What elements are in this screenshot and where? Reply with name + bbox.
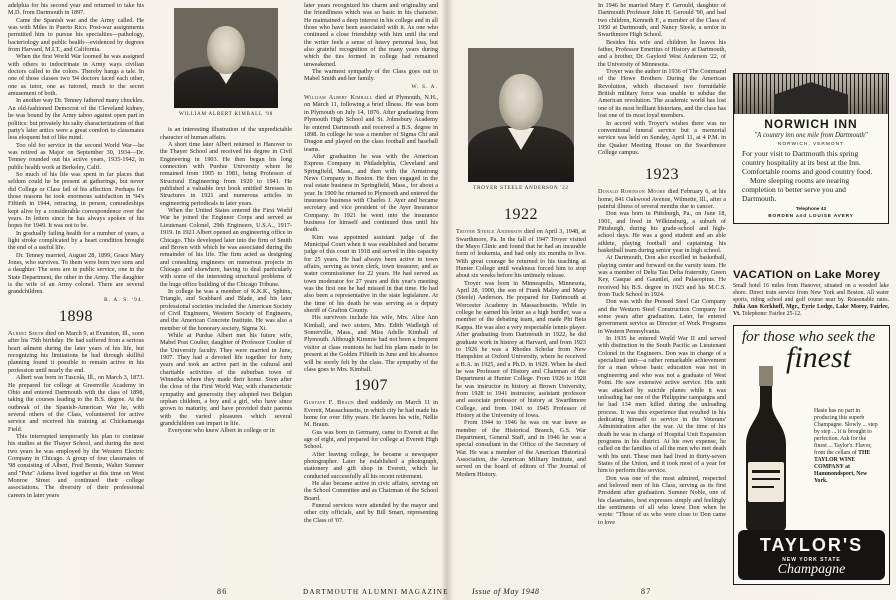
taylor-logo-name: TAYLOR'S [759, 535, 864, 555]
obituary-smith-text [8, 374, 144, 499]
obituary-braun-lead: Gustave F. Braun died suddenly on March 11 in Everett, Massachusetts, in which city he had made his home for over fifty years. He leaves his wife, Nellie M. Braun. [304, 399, 438, 429]
paragraph: Don was one of the most admired, respected and beloved men of his Class, serving as its first President after graduation. Sumner Noble, one of his classmates, best expresses simply and feelingly the sentiments of all who knew Don when he wrote: "Those of us who were close to Don came to love [598, 474, 726, 526]
norwich-inn-body-1: For your visit to Dartmouth this spring country hospitality at its best at the Inn. Comfortable rooms and good country food. [742, 149, 873, 176]
issue-date: Issue of May 1948 [472, 587, 540, 596]
taylor-champagne-ad [733, 325, 890, 585]
paragraph: Came the Spanish war and the Army called. He was with Miles in Puerto Rico. Post-war assignments permitted him to pursue his specialties—pathology, bacteriology and public health—evidenced by degrees from Harvard, M.I.T., and California. [8, 16, 144, 54]
photo-caption-kimball: WILLIAM ALBERT KIMBALL '98 [178, 112, 274, 117]
norwich-inn-managers: BORDEN and LOUISE AVERY [768, 214, 854, 219]
obituary-braun-text [304, 429, 438, 524]
right-column-1 [456, 2, 586, 584]
inn-illustration [734, 74, 888, 114]
paragraph: The warmest sympathy of the Class goes out to Mabel Smith and her family. [304, 68, 438, 83]
taylor-logo-state: NEW YORK STATE [782, 557, 841, 563]
left-column-1 [8, 2, 144, 584]
obituary-anderson-continued [598, 2, 726, 156]
norwich-inn-telephone: Telephone 43 [795, 207, 827, 212]
paragraph: Besides his wife and children he leaves his father, Professor Emeritus of History at Dartmouth, and a brother, Dr. Gaylord West Anderson '22, of the University of Minnesota. [598, 38, 726, 68]
taylor-blurb: Haste has no part in producing this superb Champagne. Slowly ... step by step ... it is brought to perfection. Ask for the finest ... Taylor's. Flavor, from the cellars of THE TAYLOR WINE COMPANY at Hammondsport, New York. [814, 408, 878, 484]
paragraph: Don was with the Pressed Steel Car Company and the Western Steel Construction Company for some years after graduation. Later, he entered government service as Director of Work Programs in Western Pennsylvania. [598, 298, 726, 335]
taylor-logo [738, 530, 885, 580]
paragraph: From 1944 to 1946 he was on war leave as member of the Historical Branch, G.S. War Department, General Staff, and in 1946 he was a special consultant in the Office of the Secretary of War. He was a member of the American Historical Association, the American Military Institute, and served on the board of editors of The Journal of Modern History. [456, 419, 586, 478]
obituary-tenney-text [8, 2, 144, 296]
paragraph: In 1935 he entered World War II and served with distinction in the South Pacific as Lieutenant Colonel in the Engineers. Don was in charge of a specialized unit—a rather remarkable achievement for a man whose basic education was not in engineering and who was not a graduate of West Point. He saw extensive active service. His unit was attacked by suicide planes while it was unloading bar one of the Philippine campaigns and he had 134 men killed during the unloading process. It was this experience that resulted in his dedicating himself to service in the Veterans' Administration after the war. At the time of his death he was in charge of Hospital Unit Expansion programs in his district. At his own expense, he called on the families of all the men who met death with his unit. These men had lived in thirty-seven States of the Union, and it took most of a year for him to perform this service. [598, 335, 726, 475]
page-number-right: 87 [641, 587, 652, 596]
paragraph: His survivors include his wife, Mrs. Alice Ann Kimball, and two sisters, Mrs. Edith Wadleigh of Somerville, Mass., and Miss Adelle Kimball of Plymouth. Although Kimmie had not been a frequent visitor at class reunions he had his plans made to be present at the Golden Fiftieth in June and his absence will be sorely felt by the class. The sympathy of the class goes to Mrs. Kimball. [304, 314, 438, 373]
paragraph: Kim was appointed assistant judge of the Municipal Court when it was established and became judge of this court in 1918 and served in this capacity for 25 years. He had always been active in town affairs, serving as town clerk, town treasurer, and as water commissioner for 22 years. He had served as town moderator for 27 years and this year's meeting was the first one he had missed in that time. He had also been a representative in the state legislature. At the time of his death he was serving as a deputy sheriff of Grafton County. [304, 233, 438, 315]
paragraph: Funeral services were attended by the mayor and other city officials, and by Bill Smart, representing the Class of '07. [304, 502, 438, 524]
taylor-logo-product: Champagne [777, 562, 846, 577]
paragraph: After graduation he was with the American Express Company in Philadelphia, Cleveland and Springfield, Mass., and then with the Armstrong News Company in Boston. He then engaged in the real estate business in Springfield, Mass., for about a year. In 1900 he returned to Plymouth and entered the insurance business with Charles J. Ayer and became secretary and vice president of the Ayer Insurance Company. In 1921 he went into the insurance business for himself and continued thus until his death. [304, 152, 438, 234]
paragraph: Troyer was the author in 1936 of The Command of the Howe Brothers During the American Revolution, which discussed two formidable British military force was unable to subdue the American revolution. The academic world has lost one of its most brilliant historians, and the class has lost one of its most loyal members. [598, 68, 726, 120]
class-heading-1898: 1898 [59, 308, 93, 326]
paragraph: In gradually failing health for a number of years, a light stroke complicated by a heart condition brought the end of a useful life. [8, 229, 144, 252]
portrait-photo-anderson [468, 48, 574, 182]
paragraph: He also became active in civic affairs, serving on the School Committee and as Chairman of the School Board. [304, 479, 438, 502]
paragraph: is an interesting illustration of the unpredictable character of human affairs. [160, 126, 292, 141]
obituary-smith-continued [160, 126, 292, 434]
champagne-bottle-icon [740, 366, 792, 531]
paragraph: Dr. Tenney married, August 28, 1899, Grace Mary Jones, who survives. To them were born two sons and a daughter. The sons are in public service, one in the State Department, the other in the Army. The daughter is the wife of an Army colonel. There are several grandchildren. [8, 251, 144, 296]
paragraph: At Dartmouth, Don also excelled in basketball, playing center and forward on the varsity team. He was a member of Delta Tau Delta fraternity, Green Key, Casque and Gauntlet, and Palaeopitus. He received his B.S. degree in 1923 and his M.C.S. from Tuck School in 1924. [598, 254, 726, 299]
paragraph: When the United States entered the First World War he joined the Engineer Corps and served as Lieutenant Colonel, 29th Engineers, U.S.A., 1917-1919. In 1921 Albert opened an engineering office in Chicago. This developed later into the firm of Smith and Brown with which he was associated during the remainder of his life. The firm acted as designing and consulting engineers on numerous projects in Chicago and elsewhere, having to deal particularly with some of the interesting structural problems of the huge office building of the Chicago Tribune. [160, 207, 292, 288]
paragraph: In accord with Troyer's wishes there was no conventional funeral service but a memorial service was held on Sunday, April 11, at 4 P.M. in the Quaker Meeting House on the Swarthmore College campus. [598, 119, 726, 156]
class-heading-1922: 1922 [504, 206, 538, 224]
taylor-headline: for those who seek the finest [742, 329, 876, 374]
signature-wsa: W. S. A. [411, 83, 438, 90]
paragraph: So much of his life was spent in far places that seldom could he be present at gatherings, but never did College or Class fail of his affection. Perhaps for those reasons he took enormous satisfaction in '94's Fiftieth in 1944, retracing, in person, comradeships kept alive by a considerable correspondence over the years. In letters since he has always spoken of his hopes for 1949. It was not to be. [8, 170, 144, 230]
paragraph: This interrupted temporarily his plan to continue his studies at the Thayer School, and during the next two years he was employed by the Western Electric Company in Chicago. A group of four classmates of '98 consisting of Albert, Fred Bonnis, Walter Sumner and "Pete" Adams lived together at this time on West Monroe Street and continued their college associations. The diversity of their professional careers in later years [8, 432, 144, 499]
paragraph: Don was born in Pittsburgh, Pa., on June 18, 1901, and lived in Wilkinsburg, a suburb of Pittsburgh, during his grade-school and high-school days. He was a good student and an able athlete, playing football and captaining his basketball team during senior year in high school. [598, 210, 726, 254]
paragraph: Too old for service in the second World War—he was retired as Major on September 30, 1934—Dr. Tenney rounded out his active years, 1935-1942, in public health work at Berkeley, Calif. [8, 141, 144, 171]
paragraph: Gus was born in Germany, came to Everett at the age of eight, and prepared for college at Everett High School. [304, 428, 438, 451]
class-heading-1907: 1907 [354, 377, 388, 395]
paragraph: While at Purdue Albert met his future wife, Mabel Post Coulter, daughter of Professor Coulter of the University faculty. They were married in June, 1907. They had a devoted life together for forty years and took an active part in the cultural and charitable activities of the suburban town of Winnetka where they made their home. Soon after the close of the First World War, with characteristic sympathy and generosity they adopted two Belgian orphan children, a boy and a girl, who have since grown to maturity, and have provided their parents with the varied pleasures which several grandchildren can impart in life. [160, 331, 292, 428]
paragraph: later years recognized his charm and originality and the friendliness which was so basic in his character. He maintained a deep interest in his college and in all those who have been associated with it. As one who continued a close friendship with him until the end the writer feels a sense of heavy personal loss, but also grateful recognition of the many years during which the ties formed in college had remained unweakened. [304, 2, 438, 68]
obituary-kimball-text [304, 153, 438, 373]
norwich-inn-slogan: "A country inn one mile from Dartmouth" [754, 132, 868, 139]
norwich-inn-body-2: More sleeping rooms are nearing completion to better serve you and Dartmouth. [742, 176, 850, 203]
norwich-inn-title: NORWICH INN [764, 117, 858, 131]
obituary-name: Albert Smith [8, 330, 44, 338]
magazine-title: DARTMOUTH ALUMNI MAGAZINE [303, 588, 449, 596]
left-column-3 [304, 2, 438, 584]
portrait-photo-kimball [174, 8, 278, 108]
signature-bas: B. A. S. '94. [104, 296, 144, 303]
vacation-ad-title: VACATION on Lake Morey [733, 269, 881, 281]
class-heading-1923: 1923 [645, 166, 679, 184]
paragraph: A short time later Albert returned to Hanover to the Thayer School and received his degree in Civil Engineering in 1903. He then began his long connection with Purdue University where he remained from 1905 to 1981, being Professor of Structural Engineering from 1920 to 1941. He published a valuable text book entitled Stresses in Structures in 1921 and numerous articles in engineering periodicals in later years. [160, 141, 292, 207]
obituary-anderson-lead: Troyer Steele Anderson died on April 3, 1948, at Swarthmore, Pa. In the fall of 1947 Troyer visited the Mayo Clinic and found that he had an incurable form of leukemia, and had only six months to live. With great courage he returned to his teaching at Hunter College until weakness forced him to stop about six weeks before his untimely release. [456, 228, 586, 280]
paragraph: In college he was a member of K.K.K., Sphinx, Triangle, and Scabbard and Blade, and his later professional societies included the American Society of Civil Engineers, Western Society of Engineers, and the American Concrete Institute. He was also a member of the honorary society, Sigma Xi. [160, 287, 292, 332]
obituary-moore-text [598, 210, 726, 526]
paragraph: In another way Dr. Tenney fathered many chuckles. An old-fashioned Democrat of the Cleveland kidney, he was bound by the Army taboo against open part in politics: but privately his salty characterizations of that party's later antics were a great comfort to classmates less eloquent but of like mind. [8, 97, 144, 142]
paragraph: Everyone who knew Albert in college or in [168, 427, 275, 435]
obituary-kimball-lead: William Albert Kimball died at Plymouth, N.H., on March 11, following a brief illness. He was born in Plymouth on July 14, 1876. After graduating from Plymouth High School and St. Johnsbury Academy he entered Dartmouth and received a B.S. degree in 1898. In college he was a member of Sigma Chi and Dragon and played on the class football and baseball teams. [304, 94, 438, 153]
obituary-anderson-text [456, 280, 586, 478]
paragraph: Albert was born in Tuscola, Ill., on March 3, 1873. He prepared for college at Greenville Academy in Ohio and entered Dartmouth with the class of 1898, taking the courses leading to the B.S. degree. At the outbreak of the Spanish-American War he, with several others of the Class, volunteered for active service and received his training at Chickamauga Field. [8, 374, 144, 433]
obituary-smith-lead: Albert Smith died on March 9, at Evanston, Ill., soon after his 75th birthday. He had suffered from a serious heart ailment during the later years of his life, but recognizing his limitations he had through skillful planning found it possible to remain active in his profession until nearly the end. [8, 330, 144, 374]
left-column-2 [160, 2, 292, 584]
paragraph: adelphia for his second year and returned to take his M.D. from Dartmouth in 1897. [8, 2, 144, 17]
paragraph: After leaving college, he became a newspaper photographer. Later he established a photograph, stationery and gift shop in Everett, which he conducted successfully all his recent retirement. [304, 450, 438, 480]
vacation-ad-text: Small hotel 16 miles from Hanover, situated on a wooded lake shore. Direct train service from New York and Boston. All water sports, riding school and golf course near by. Reasonable rates. Julia Ann Kerkhoff, Mgr., Eyrie Lodge, Lake Morey, Fairlee, Vt. Telephone: Fairlee 25-12. [733, 283, 889, 317]
norwich-inn-location: NORWICH, VERMONT [777, 142, 844, 147]
norwich-inn-ad [733, 73, 889, 224]
paragraph: In 1946 he married Mary F. Gerould, daughter of Dartmouth Professor John H. Gerould '90, and had two children, Kenneth F., a member of the Class of 1950 at Dartmouth, and Nancy Steele, a senior in Swarthmore High School. [598, 2, 726, 39]
photo-caption-anderson: TROYER STEELE ANDERSON '22 [473, 186, 569, 191]
paragraph: Troyer was born in Minneapolis, Minnesota, April 28, 1900, the son of Frank Maloy and Mary (Steele) Anderson. He prepared for Dartmouth at Worcester Academy in Massachusetts. While in college he earned his letter as a high hurdler, was a member of the debating team, and made Phi Beta Kappa. He was also a very respectable tennis player. After graduating from Dartmouth in 1922, he did graduate work in history at Harvard, and from 1923 to 1926 he was a Rhodes Scholar from New Hampshire at Oxford University, where he received a B.A. in 1925, and a Ph.D. in 1929. When he died he was Professor of History and Chairman of the Department at Hunter College. From 1926 to 1928 he was instructor in history at Brown University, from 1928 to 1941 instructor, assistant professor and associate professor of history at Swarthmore College, and from 1941 to 1945 Professor of History at the University of Iowa. [456, 279, 586, 419]
right-column-2 [598, 2, 726, 584]
page-number-left: 86 [217, 587, 228, 596]
obituary-moore-lead: Donald Robinson Moore died February 6, at his home, 841 Oakwood Avenue, Wilmette, Ill., after a painful illness of several months due to cancer. [598, 188, 726, 210]
paragraph: When the first World War loomed he was assigned with others to indoctrinate in Army ways civilian doctors called to the colors. Thereby hangs a tale. In one of those classes two '94 doctors faced each other, one as tutor, one as tutored, much to the secret amusement of both. [8, 53, 144, 98]
